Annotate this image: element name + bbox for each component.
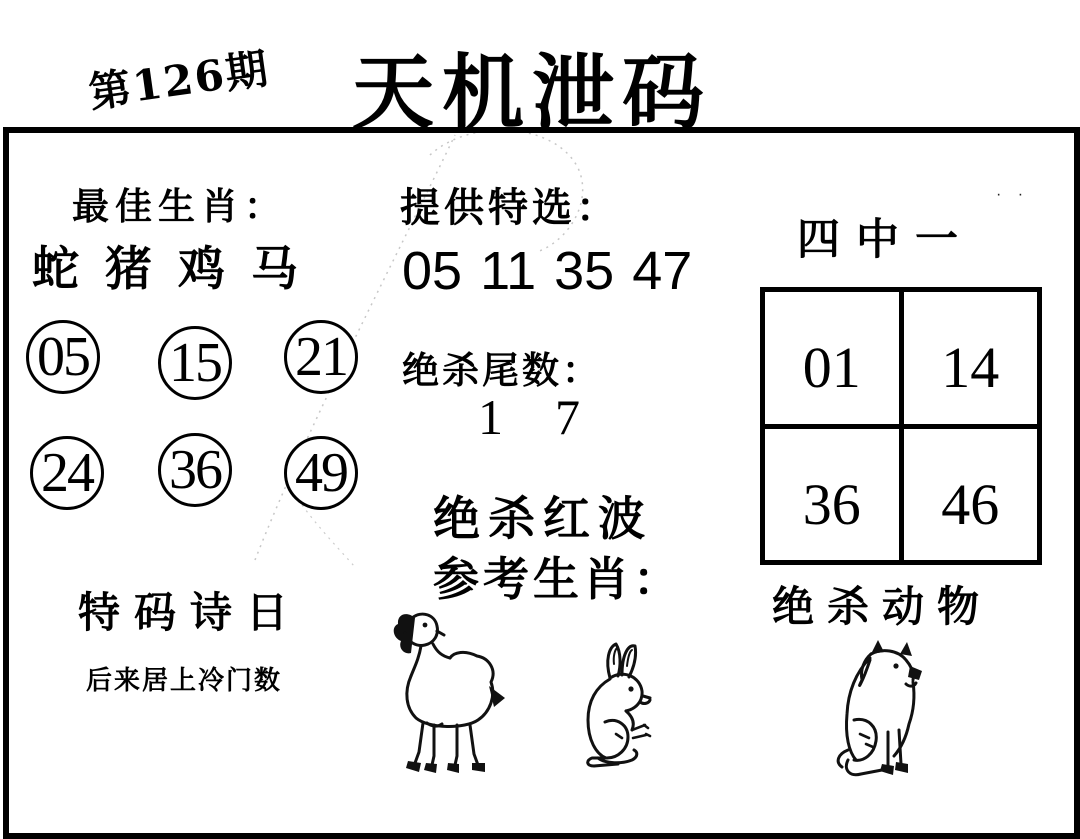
circled-number: 15 [158,326,232,400]
kill-tail-number: 7 [555,389,580,445]
kill-red-wave-text: 绝杀红波 [433,494,653,546]
grid-cell: 36 [765,429,899,561]
scan-dots-artifact: · · [996,186,1030,203]
circled-number: 21 [284,320,358,394]
best-zodiac-values: 蛇猪鸡马 [32,242,324,295]
circled-number: 49 [284,436,358,510]
rabbit-icon [548,642,668,770]
page-title: 天机泄码 [352,45,713,141]
best-zodiac-label: 最佳生肖： [72,186,287,227]
pig-icon [826,638,950,790]
four-in-one-label: 四中一 [797,216,974,264]
special-number: 11 [480,241,537,301]
grid-cell: 46 [904,429,1038,561]
circled-number: 24 [30,436,104,510]
grid-cell: 14 [904,292,1038,424]
special-number: 47 [632,241,693,301]
reference-zodiac-label: 参考生肖： [433,554,683,605]
special-number: 35 [554,241,615,301]
special-poem-line: 后来居上冷门数 [86,665,283,695]
issue-number: 第126期 [85,43,273,118]
four-in-one-grid [760,287,1042,565]
kill-tail-label: 绝杀尾数： [402,350,602,391]
circled-number: 36 [158,433,232,507]
special-number: 05 [402,241,463,301]
special-selection-numbers [402,240,692,302]
kill-tail-numbers [478,388,580,446]
kill-tail-number: 1 [478,389,503,445]
special-poem-label: 特码诗日 [78,589,303,636]
grid-cell: 01 [765,292,899,424]
circled-number: 05 [26,320,100,394]
special-selection-label: 提供特选： [400,186,620,230]
kill-animal-label: 绝杀动物 [772,583,993,630]
goat-icon [385,606,513,778]
